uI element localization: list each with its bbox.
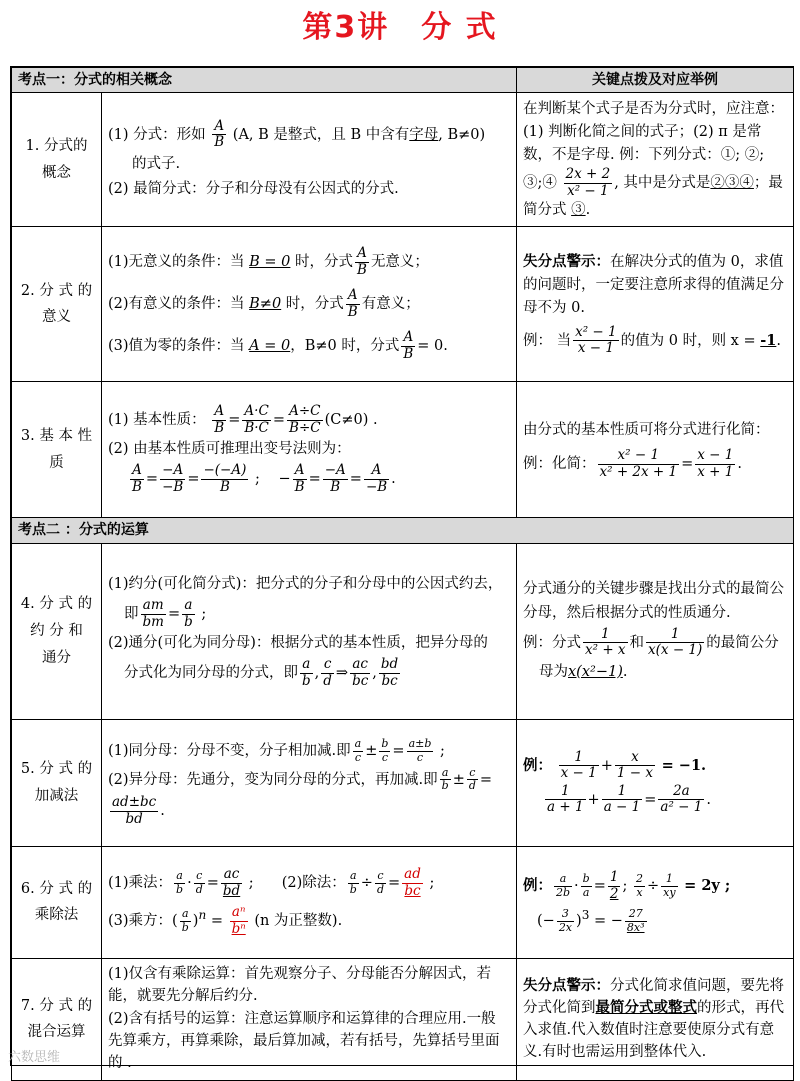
watermark: 六数思维: [8, 1050, 61, 1065]
topic-addition: 5. 分 式 的 加减法: [12, 719, 102, 846]
topic-mixed: 7. 分 式 的 混合运算: [12, 958, 102, 1080]
tip-mixed: 失分点警示：分式化简求值问题，要先将分式化简到最简分式或整式的形式，再代入求值.代入数值时注意要使原分式有意义.有时也需运用到整体代入.: [517, 958, 794, 1080]
row-mixed: [12, 958, 794, 1080]
tip-meaning: 失分点警示：在解决分式的值为 0，求值的问题时，一定要注意所求得的值满足分母不为 0. 例： 当 $\frac{\text{x² − 1}}{x - 1}$ 的值为 0 时，则 x = -1.: [517, 227, 794, 382]
topic-basic-property: 3. 基 本 性 质: [12, 382, 102, 518]
definition-addition: (1)同分母：分母不变，分子相加减.即 $\frac{a}{c}$ ± $\frac{b}{c}$ = $\frac{a\pm b}{c}$ ; (2)异分母：先通分，变为同分母的分式，再加减.即 $\frac{a}{b}$ ± $\frac{c}{d}$ = $\frac{ad\pm bc}{bd}$ .: [102, 719, 517, 846]
topic-reduction: 4. 分 式 的 约 分 和 通分: [12, 543, 102, 719]
definition-reduction: (1)约分(可化简分式)：把分式的分子和分母中的公因式约去， 即 $\frac{am}{bm}$ = $\frac{a}{b}$ ; (2)通分(可化为同分母)：根据分式的基本性质，把异分母的 分式化为同分母的分式，即 $\frac{a}{b}$ , $\frac{c}{d}$ ⇒ $\frac{ac}{bc}$ , $\frac{bd}{bc}$: [102, 543, 517, 719]
definition-multiplication: (1)乘法： $\frac{a}{b}$ · $\frac{c}{d}$ = $\frac{ac}{bd}$ ; (2)除法： $\frac{a}{b}$ ÷ $\frac{c}{d}$ = $\frac{ad}{bc}$ ; (3)乘方：( $\frac{a}{b}$ )$^n$ = $\frac{\text{aⁿ}}{\text{bⁿ}}$ (n 为正整数).: [102, 846, 517, 958]
definition-basic-property: (1) 基本性质： $\frac{A}{B}$ = $\frac{A\cdot C}{B\cdot C}$ = $\frac{A\div C}{B\div C}$ (C≠0) . (2) 由基本性质可推理出变号法则为： $\frac{A}{B}$ = $\frac{-A}{-B}$ = $\frac{-(-A)}{B}$ ; − $\frac{A}{B}$ = $\frac{-A}{B}$ = $\frac{A}{-B}$ .: [102, 382, 517, 518]
tip-concept: 在判断某个式子是否为分式时，应注意：(1) 判断化简之间的式子；(2) π 是常数，不是字母. 例：下列分式：①; ②; ③;④ $\frac{2x + 2}{\text{x² − 1}}$ , 其中是分式是②③④；最简分式 ③.: [517, 93, 794, 227]
tip-basic-property: 由分式的基本性质可将分式进行化简： 例：化简： $\frac{\text{x² − 1}}{\text{x² + 2x + 1}}$ = $\frac{x - 1}{x + 1}$ .: [517, 382, 794, 518]
page-title: 第3讲 分 式: [302, 10, 498, 45]
topic-meaning: 2. 分 式 的 意义: [12, 227, 102, 382]
row-addition: [12, 719, 794, 846]
tips-column-header: 关键点拨及对应举例: [517, 68, 794, 93]
row-concept: [12, 93, 794, 227]
tip-multiplication: 例： $\frac{a}{2b}$ · $\frac{b}{a}$ = $\frac{1}{2}$ ; $\frac{2}{x}$ ÷ $\frac{1}{xy}$ = 2y ; (− $\frac{3}{2x}$ )$^3$ = − $\frac{27}{\text{8x³}}$: [517, 846, 794, 958]
tip-addition: 例： $\frac{1}{x - 1}$ + $\frac{x}{1 - x}$ = −1. $\frac{1}{a + 1}$ + $\frac{1}{a - 1}$ = $\frac{2a}{\text{a² − 1}}$ .: [517, 719, 794, 846]
fraction-a-over-b: $\frac{A}{B}$: [214, 117, 225, 151]
topic-concept: 1. 分式的 概念: [12, 93, 102, 227]
row-multiplication: [12, 846, 794, 958]
row-basic-property: [12, 382, 794, 518]
row-reduction: [12, 543, 794, 719]
section-header-2: [12, 518, 794, 543]
definition-concept: (1) 分式：形如 $\frac{A}{B}$ (A, B 是整式，且 B 中含有字母, B≠0) 的式子. (2) 最简分式：分子和分母没有公因式的分式.: [102, 93, 517, 227]
tip-reduction: 分式通分的关键步骤是找出分式的最简公分母，然后根据分式的性质通分. 例：分式 $\frac{1}{\text{x² + x}}$ 和 $\frac{1}{x(x - 1)}$ 的最简公分 母为x(x²−1).: [517, 543, 794, 719]
section-title-2: 考点二 ：分式的运算: [12, 518, 794, 543]
section-header-1: [12, 68, 794, 93]
knowledge-table: [10, 66, 794, 1071]
section-title-1: 考点一：分式的相关概念: [12, 68, 517, 93]
row-meaning: [12, 227, 794, 382]
definition-mixed: (1)仅含有乘除运算：首先观察分子、分母能否分解因式，若能，就要先分解后约分. (2)含有括号的运算：注意运算顺序和运算律的合理应用.一般先算乘方，再算乘除，最后算加减，若有括号，先算括号里面的 .: [102, 958, 517, 1080]
definition-meaning: (1)无意义的条件：当 B = 0 时，分式 $\frac{A}{B}$ 无意义； (2)有意义的条件：当 B≠0 时，分式 $\frac{A}{B}$ 有意义； (3)值为零的条件：当 A = 0，B≠0 时，分式 $\frac{A}{B}$ = 0.: [102, 227, 517, 382]
topic-multiplication: 6. 分 式 的 乘除法: [12, 846, 102, 958]
